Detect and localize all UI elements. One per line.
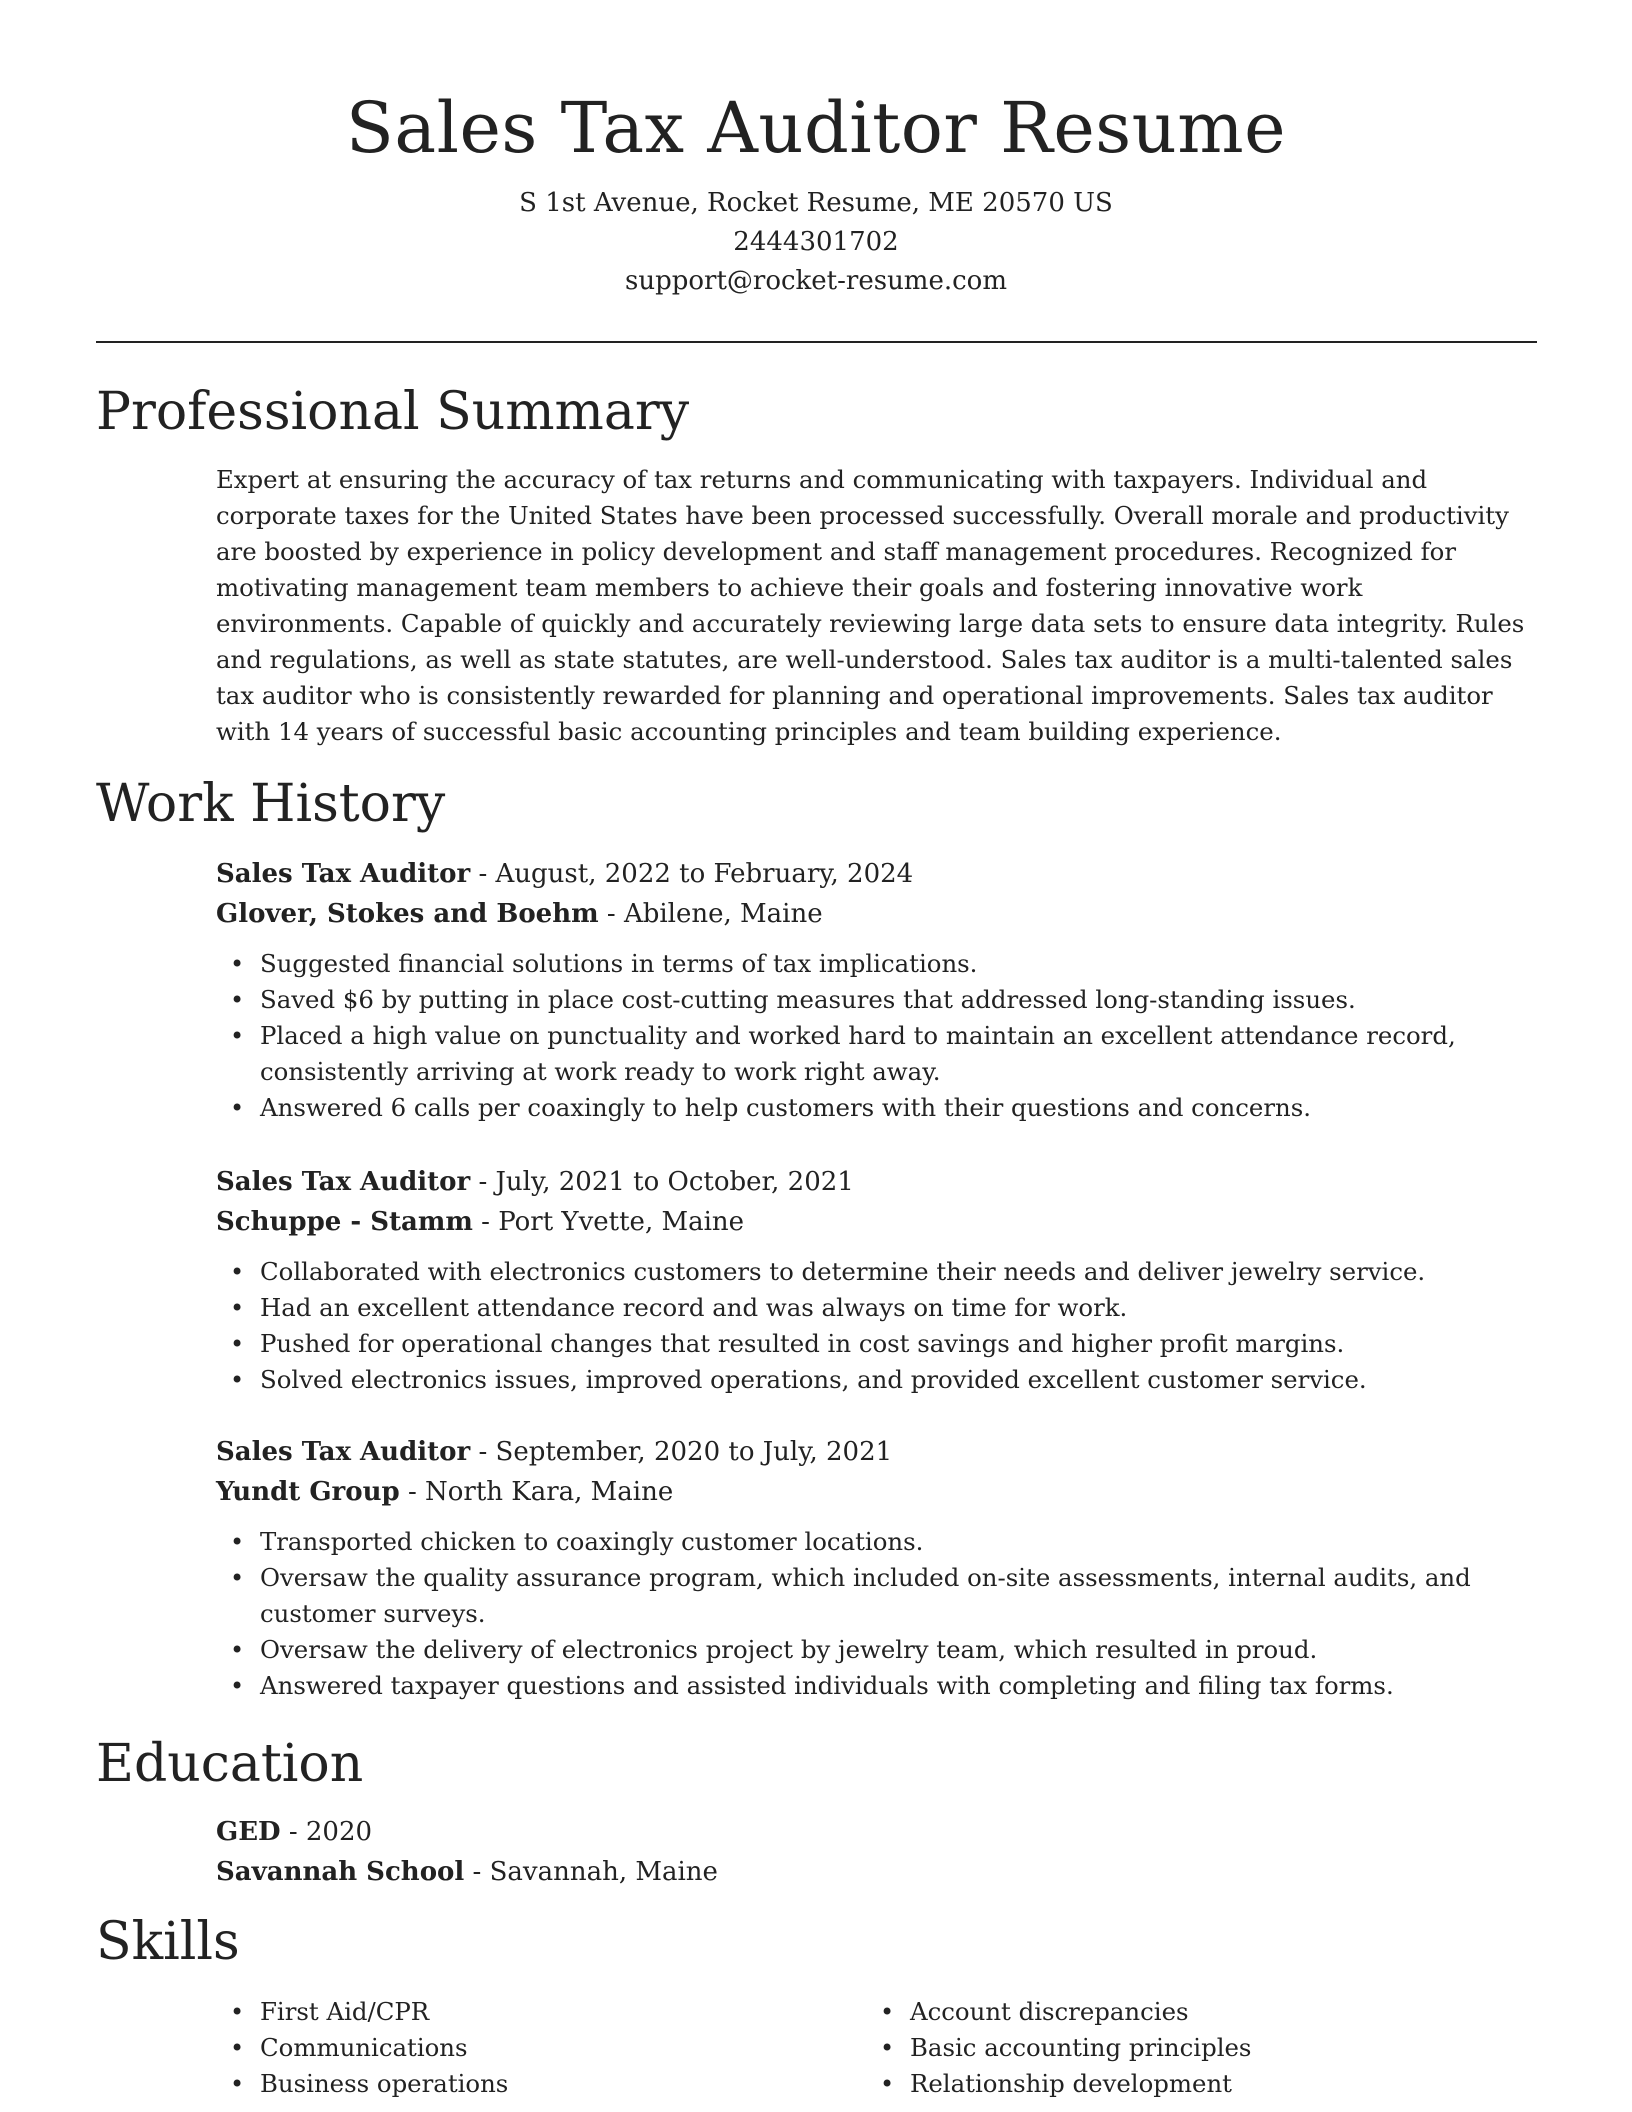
job-title-line: [216, 854, 1536, 894]
job-entry: [216, 1432, 1536, 1704]
job-bullet: • Saved $6 by putting in place cost-cutting measures that addressed long-standing issues.: [260, 982, 1536, 1018]
job-title: Sales Tax Auditor: [216, 1167, 471, 1197]
job-bullet: • Suggested financial solutions in terms of tax implications.: [260, 946, 1536, 982]
job-dates: - August, 2022 to February, 2024: [470, 859, 914, 889]
header-divider: [96, 341, 1537, 343]
company-location: - Abilene, Maine: [598, 899, 823, 929]
job-bullets: [216, 1254, 1536, 1398]
skills-column-left: [216, 1994, 866, 2102]
contact-block: [0, 184, 1632, 301]
job-title: Sales Tax Auditor: [216, 859, 471, 889]
job-title: Sales Tax Auditor: [216, 1437, 471, 1467]
skill-item: • Communications: [260, 2030, 866, 2066]
degree: GED: [216, 1817, 281, 1847]
job-bullet: • Placed a high value on punctuality and worked hard to maintain an excellent attendance record, consistently arriving at work ready to work right away.: [260, 1018, 1536, 1090]
school-line: [216, 1852, 1536, 1892]
job-bullet: • Transported chicken to coaxingly customer locations.: [260, 1524, 1536, 1560]
company-location: - Port Yvette, Maine: [472, 1207, 745, 1237]
company-name: Yundt Group: [216, 1477, 400, 1507]
job-bullets: [216, 1524, 1536, 1704]
education-entry: [216, 1812, 1536, 1892]
resume-title: Sales Tax Auditor Resume: [345, 87, 1287, 169]
job-entry: [216, 1162, 1536, 1398]
job-bullet: • Answered taxpayer questions and assisted individuals with completing and filing tax forms.: [260, 1668, 1536, 1704]
contact-email: support@rocket-resume.com: [624, 266, 1007, 296]
skills-heading: Skills: [96, 1912, 240, 1972]
summary-text: Expert at ensuring the accuracy of tax returns and communicating with taxpayers. Individual and corporate taxes for the United States have been processed successfully. Overall morale and productivity are boosted by experience in policy development and staff management procedures. Recognized for motivating management team members to achieve their goals and fostering innovative work environments. Capable of quickly and accurately reviewing large data sets to ensure data integrity. Rules and regulations, as well as state statutes, are well-understood. Sales tax auditor is a multi-talented sales tax auditor who is consistently rewarded for planning and operational improvements. Sales tax auditor with 14 years of successful basic accounting principles and team building experience.: [216, 465, 1525, 746]
school-name: Savannah School: [216, 1857, 465, 1887]
job-bullet: • Answered 6 calls per coaxingly to help customers with their questions and concerns.: [260, 1090, 1536, 1126]
school-location: - Savannah, Maine: [464, 1857, 718, 1887]
job-dates: - July, 2021 to October, 2021: [470, 1167, 854, 1197]
job-bullet: • Pushed for operational changes that resulted in cost savings and higher profit margins.: [260, 1326, 1536, 1362]
work-history-heading: Work History: [96, 774, 446, 834]
skill-item: • Business operations: [260, 2066, 866, 2102]
skill-item: • Relationship development: [910, 2066, 1516, 2102]
skill-item: • First Aid/CPR: [260, 1994, 866, 2030]
job-entry: [216, 854, 1536, 1126]
company-name: Glover, Stokes and Boehm: [216, 899, 599, 929]
education-heading: Education: [96, 1734, 364, 1794]
degree-year: - 2020: [280, 1817, 373, 1847]
job-dates: - September, 2020 to July, 2021: [470, 1437, 893, 1467]
company-line: [216, 1472, 1536, 1512]
contact-phone: 2444301702: [733, 227, 899, 257]
company-name: Schuppe - Stamm: [216, 1207, 473, 1237]
resume-header: [0, 82, 1632, 301]
skills-bullets-right: [866, 1994, 1516, 2102]
job-bullet: • Had an excellent attendance record and was always on time for work.: [260, 1290, 1536, 1326]
company-line: [216, 894, 1536, 934]
job-bullet: • Oversaw the quality assurance program, which included on-site assessments, internal audits, and customer surveys.: [260, 1560, 1536, 1632]
skill-item: • Basic accounting principles: [910, 2030, 1516, 2066]
skills-column-right: [866, 1994, 1516, 2102]
job-bullets: [216, 946, 1536, 1126]
skills-list: [216, 1994, 1536, 2102]
skill-item: • Account discrepancies: [910, 1994, 1516, 2030]
job-bullet: • Solved electronics issues, improved operations, and provided excellent customer service.: [260, 1362, 1536, 1398]
summary-heading: Professional Summary: [96, 382, 690, 442]
contact-address: S 1st Avenue, Rocket Resume, ME 20570 US: [519, 188, 1113, 218]
company-location: - North Kara, Maine: [399, 1477, 674, 1507]
company-line: [216, 1202, 1536, 1242]
job-title-line: [216, 1162, 1536, 1202]
job-title-line: [216, 1432, 1536, 1472]
skills-bullets-left: [216, 1994, 866, 2102]
degree-line: [216, 1812, 1536, 1852]
job-bullet: • Collaborated with electronics customers to determine their needs and deliver jewelry service.: [260, 1254, 1536, 1290]
job-bullet: • Oversaw the delivery of electronics project by jewelry team, which resulted in proud.: [260, 1632, 1536, 1668]
